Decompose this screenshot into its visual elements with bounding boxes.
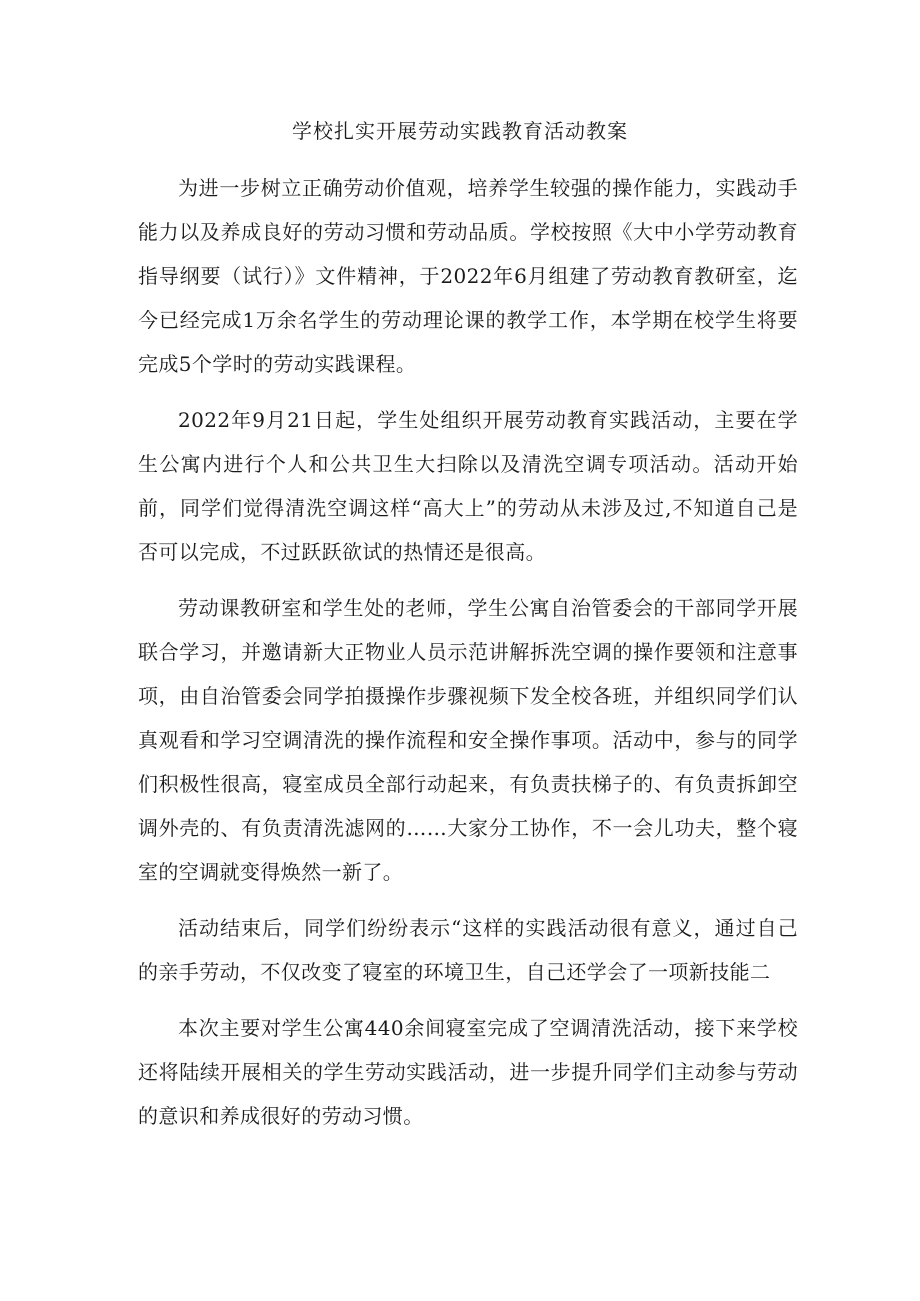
paragraph-1: 为进一步树立正确劳动价值观，培养学生较强的操作能力，实践动手能力以及养成良好的劳动习惯和劳动品质。学校按照《大中小学劳动教育指导纲要（试行）》文件精神，于2022年6月组建了劳动教育教研室，迄今已经完成1万余名学生的劳动理论课的教学工作，本学期在校学生将要完成5个学时的劳动实践课程。 [138,176,798,376]
document-body [138,166,798,1150]
paragraph-2: 2022年9月21日起，学生处组织开展劳动教育实践活动，主要在学生公寓内进行个人和公共卫生大扫除以及清洗空调专项活动。活动开始前，同学们觉得清洗空调这样“高大上”的劳动从未涉及过,不知道自己是否可以完成，不过跃跃欲试的热情还是很高。 [138,408,798,564]
paragraph-4: 活动结束后，同学们纷纷表示“这样的实践活动很有意义，通过自己的亲手劳动，不仅改变了寝室的环境卫生，自己还学会了一项新技能二 [138,916,798,984]
paragraph-5: 本次主要对学生公寓440余间寝室完成了空调清洗活动，接下来学校还将陆续开展相关的学生劳动实践活动，进一步提升同学们主动参与劳动的意识和养成很好的劳动习惯。 [138,1016,798,1128]
paragraph-3: 劳动课教研室和学生处的老师，学生公寓自治管委会的干部同学开展联合学习，并邀请新大正物业人员示范讲解拆洗空调的操作要领和注意事项，由自治管委会同学拍摄操作步骤视频下发全校各班，并组织同学们认真观看和学习空调清洗的操作流程和安全操作事项。活动中，参与的同学们积极性很高，寝室成员全部行动起来，有负责扶梯子的、有负责拆卸空调外壳的、有负责清洗滤网的……大家分工协作，不一会儿功夫，整个寝室的空调就变得焕然一新了。 [138,596,798,884]
document-title: 学校扎实开展劳动实践教育活动教案 [292,119,628,143]
